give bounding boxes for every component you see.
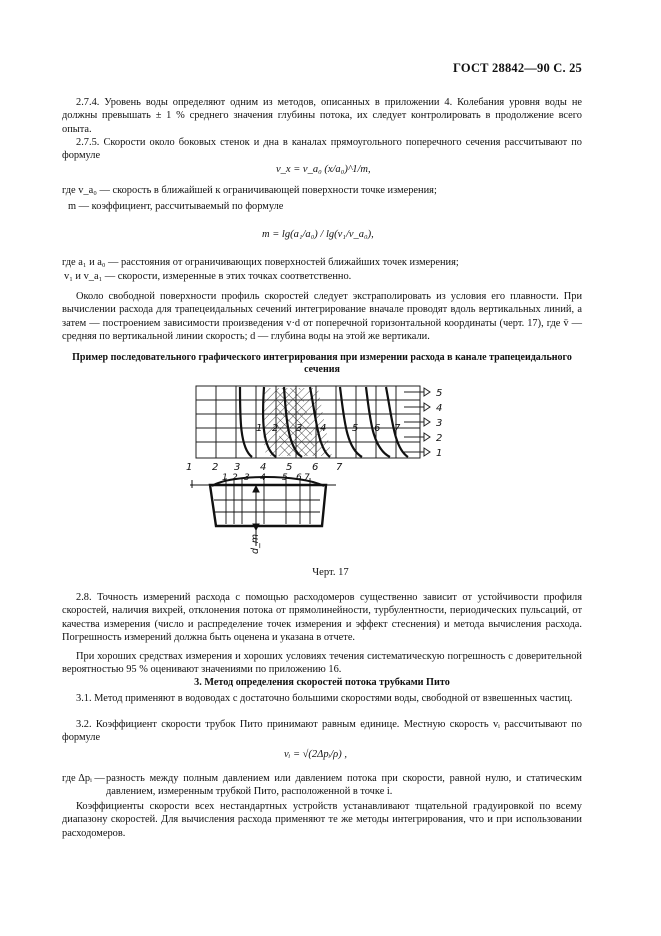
definition-dp-text: разность между полным давлением или давлением потока при скорости, равной нулю, и статическим давлением, измеренным трубкой Пито, расположенной в точке i.: [106, 773, 582, 798]
paragraph-3-2: 3.2. Коэффициент скорости трубок Пито принимают равным единице. Местную скорость vᵢ рассчитывают по формуле: [62, 719, 582, 744]
bottom-label: 2: [212, 462, 219, 473]
right-label: 5: [436, 388, 443, 399]
bottom-label: 3: [234, 462, 241, 473]
bottom-label: 7: [336, 462, 343, 473]
bottom-label: 1: [186, 462, 193, 473]
paragraph-3-1: 3.1. Метод применяют в водоводах с достаточно большими скоростями воды, свободной от взвешенных частиц.: [76, 693, 573, 704]
formula-velocity-profile: v_x = v_a₀ (x/a₀)^1/m,: [276, 164, 371, 175]
curve-label: 7: [394, 423, 401, 434]
bottom-label: 4: [260, 462, 267, 473]
curve-label: 4: [320, 423, 327, 434]
curve-label: 6: [374, 423, 381, 434]
definition-dp: [62, 772, 582, 800]
formula-coefficient-m: m = lg(a₁/a₀) / lg(v₁/v_a₀),: [262, 229, 374, 240]
formula-pitot-velocity: vᵢ = √(2Δpᵢ/ρ) ,: [284, 749, 347, 760]
paragraph-2-7-5: 2.7.5. Скорости около боковых стенок и дна в каналах прямоугольного поперечного сечения рассчитывают по формуле: [62, 137, 582, 162]
paragraph-2-7-4: 2.7.4. Уровень воды определяют одним из методов, описанных в приложении 4. Колебания уровня воды не должны превышать ± 1 % среднего значения глубины потока, их следует контролировать в продолжение всего опыта.: [62, 97, 582, 135]
page-header: ГОСТ 28842—90 С. 25: [453, 61, 582, 75]
section-label: 6: [296, 473, 302, 483]
section-label: 1: [222, 473, 228, 483]
figure-17-drawing: [0, 378, 661, 558]
section-label: 5: [282, 473, 288, 483]
curve-label: 5: [352, 423, 359, 434]
definition-dp-label: где Δpᵢ —: [62, 773, 105, 784]
paragraph-profile: Около свободной поверхности профиль скоростей следует экстраполировать из условия его плавности. При вычислении расхода для трапецеидальных сечений интегрирование вначале проводят вдоль вертикальных линий, а затем — построением зависимости произведения v·d от поперечной горизонтальной координаты (черт. 17), где v̄ — средняя по вертикальной линии скорость; d — глубина воды на этой же вертикали.: [62, 291, 582, 343]
section-label: 3: [244, 473, 250, 483]
paragraph-good-conditions: При хороших средствах измерения и хороших условиях течения систематическую погрешность с доверительной вероятностью 95 % оценивают значениями по приложению 16.: [62, 651, 582, 676]
curve-label: 3: [296, 423, 303, 434]
section-3-heading: 3. Метод определения скоростей потока трубками Пито: [194, 677, 450, 688]
right-label: 2: [436, 433, 443, 444]
section-label: 4: [260, 473, 266, 483]
paragraph-2-8: 2.8. Точность измерений расхода с помощью расходомеров существенно зависит от устойчивости профиля скоростей, наличия вихрей, отклонения потока от прямолинейности, турбулентности, периодических пульсаций, от качества измерения (число и распределение точек измерения и эффект стеснения) и метода вычисления расхода. Погрешность измерений должна быть оценена и указана в отчете.: [62, 592, 582, 644]
bottom-label: 6: [312, 462, 319, 473]
curve-label: 1: [256, 423, 263, 434]
definition-va0: где v_a₀ — скорость в ближайшей к ограничивающей поверхности точке измерения;: [62, 185, 437, 196]
section-label: 2: [232, 473, 238, 483]
depth-label: d_m: [250, 533, 261, 554]
right-label: 3: [436, 418, 443, 429]
right-label: 1: [436, 448, 443, 459]
section-label: 7: [304, 473, 310, 483]
bottom-label: 5: [286, 462, 293, 473]
figure-title: Пример последовательного графического интегрирования при измерении расхода в канале трапецеидального сечения: [72, 352, 572, 375]
right-label: 4: [436, 403, 443, 414]
curve-label: 2: [272, 423, 279, 434]
figure-caption: Черт. 17: [312, 567, 349, 578]
definition-m: m — коэффициент, рассчитываемый по формуле: [68, 201, 284, 212]
definition-a: где a₁ и a₀ — расстояния от ограничивающих поверхностей ближайших точек измерения;: [62, 257, 459, 268]
paragraph-coefficients: Коэффициенты скорости всех нестандартных устройств устанавливают тщательной градуировкой по всему диапазону скоростей. Для вычисления расхода применяют те же методы интегрирования, что и при использовании расходомеров.: [62, 801, 582, 839]
definition-v: v₁ и v_a₁ — скорости, измеренные в этих точках соответственно.: [64, 271, 352, 282]
